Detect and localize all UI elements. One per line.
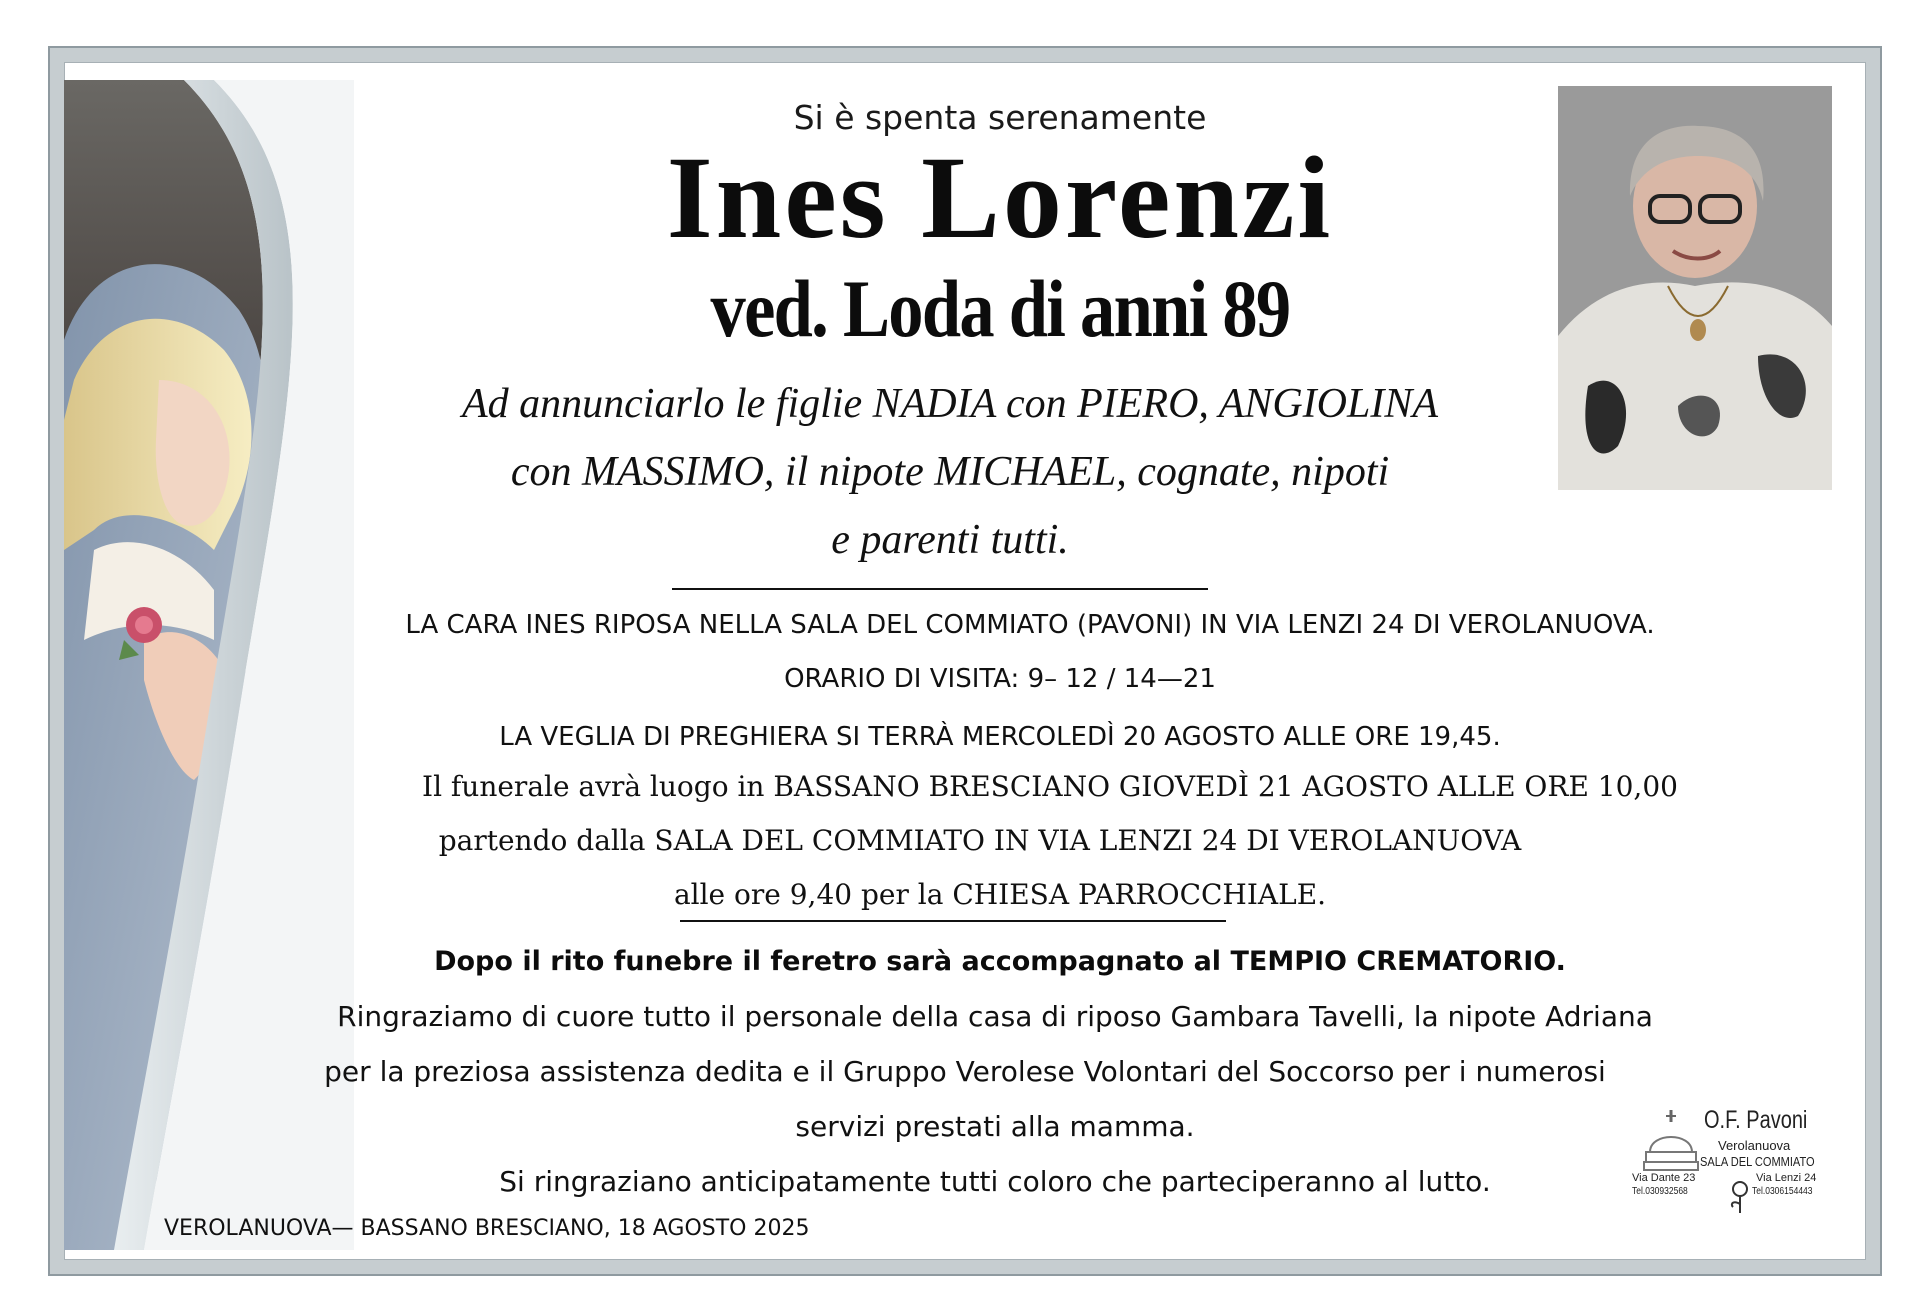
detail-line: LA CARA INES RIPOSA NELLA SALA DEL COMMIATO (PAVONI) IN VIA LENZI 24 DI VEROLANUOVA. [405,610,1655,640]
funeral-home-logo [1632,1100,1832,1220]
logo-town: Verolanuova [1718,1138,1791,1153]
logo-sala: SALA DEL COMMIATO [1700,1154,1815,1169]
divider-rule [680,920,1226,922]
announcement-line: Ad annunciarlo le figlie NADIA con PIERO, ANGIOLINA [462,381,1438,427]
portrait-image [1558,86,1832,490]
cremation-note: Dopo il rito funebre il feretro sarà accompagnato al TEMPIO CREMATORIO. [434,946,1566,977]
announcement-line: con MASSIMO, il nipote MICHAEL, cognate, nipoti [510,449,1390,495]
logo-name: O.F. Pavoni [1704,1106,1808,1134]
thanks-line: Si ringraziano anticipatamente tutti coloro che parteciperanno al lutto. [499,1165,1491,1198]
thanks-line: per la preziosa assistenza dedita e il Gruppo Verolese Volontari del Soccorso per i numerosi [324,1055,1606,1088]
deceased-subtitle: ved. Loda di anni 89 [710,263,1290,354]
detail-line: ORARIO DI VISITA: 9– 12 / 14—21 [784,664,1216,694]
logo-phone-2: Tel.0306154443 [1752,1186,1813,1197]
detail-line: LA VEGLIA DI PREGHIERA SI TERRÀ MERCOLEDÌ 20 AGOSTO ALLE ORE 19,45. [499,722,1501,752]
intro-line: Si è spenta serenamente [793,98,1207,137]
footer-place-date: VEROLANUOVA— BASSANO BRESCIANO, 18 AGOSTO 2025 [164,1216,810,1241]
logo-address-1: Via Dante 23 [1632,1172,1696,1184]
divider-rule [672,588,1208,590]
funeral-line: partendo dalla SALA DEL COMMIATO IN VIA LENZI 24 DI VEROLANUOVA [438,824,1522,857]
logo-phone-1: Tel.030932568 [1632,1186,1688,1197]
announcement-line: e parenti tutti. [831,517,1069,563]
logo-address-2: Via Lenzi 24 [1756,1172,1817,1184]
rose-icon [1727,1180,1753,1214]
funeral-line: Il funerale avrà luogo in BASSANO BRESCIANO GIOVEDÌ 21 AGOSTO ALLE ORE 10,00 [422,770,1678,803]
church-dome-icon [1642,1108,1700,1174]
thanks-line: servizi prestati alla mamma. [795,1110,1195,1143]
thanks-line: Ringraziamo di cuore tutto il personale della casa di riposo Gambara Tavelli, la nipote Adriana [337,1000,1653,1033]
funeral-line: alle ore 9,40 per la CHIESA PARROCCHIALE. [673,878,1327,911]
deceased-photo [1558,86,1832,490]
deceased-name: Ines Lorenzi [666,132,1334,263]
